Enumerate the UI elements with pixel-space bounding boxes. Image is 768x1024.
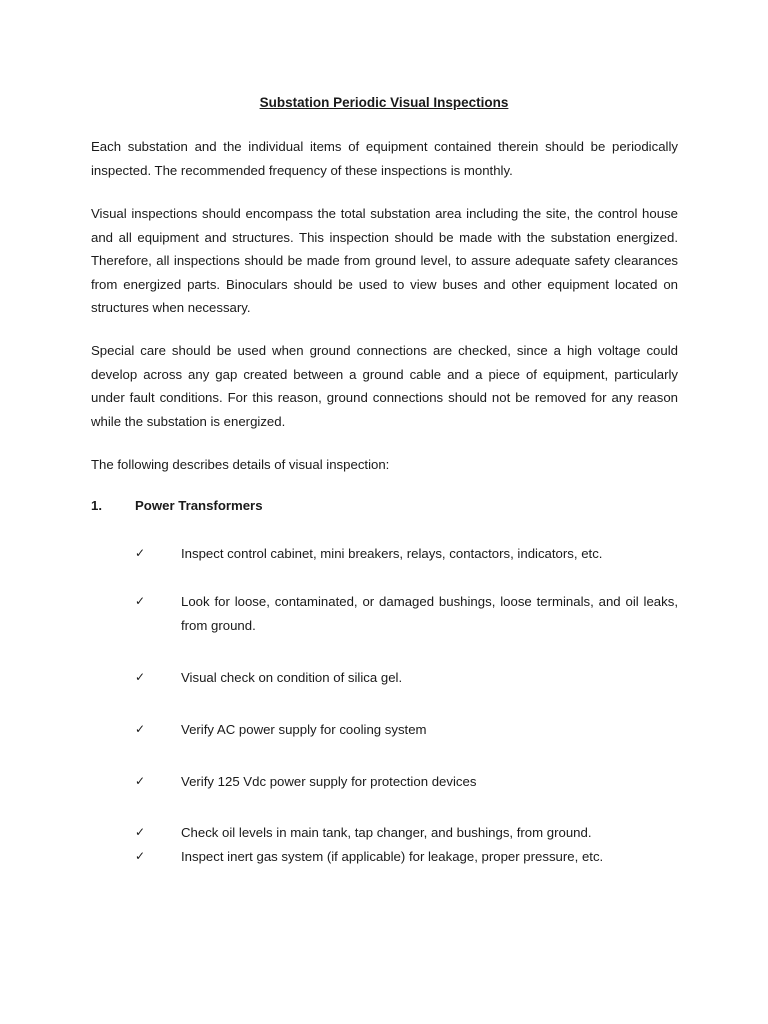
paragraph-frequency: Each substation and the individual items of equipment contained therein should be periodically inspected. The recommended frequency of these inspections is monthly. (91, 139, 678, 178)
paragraph-intro-details: The following describes details of visual inspection: (91, 457, 390, 472)
document-title: Substation Periodic Visual Inspections (259, 95, 509, 110)
check-mark-icon: ✓ (135, 825, 146, 839)
check-mark-icon: ✓ (135, 594, 146, 608)
section-title: Power Transformers (135, 498, 263, 513)
check-mark-icon: ✓ (135, 774, 146, 788)
paragraph-scope: Visual inspections should encompass the total substation area including the site, the control house and all equipment and structures. This inspection should be made with the substation energized. Therefore, all inspections should be made from ground level, to assure adequate safety clearances from energized parts. Binoculars should be used to view buses and other equipment located on structures when necessary. (91, 206, 678, 316)
section-number: 1. (91, 498, 102, 513)
check-mark-icon: ✓ (135, 722, 146, 736)
list-item-text: Visual check on condition of silica gel. (181, 670, 403, 685)
list-item-text: Look for loose, contaminated, or damaged bushings, loose terminals, and oil leaks, from ground. (181, 594, 678, 633)
check-mark-icon: ✓ (135, 849, 146, 863)
paragraph-ground-connections: Special care should be used when ground connections are checked, since a high voltage could develop across any gap created between a ground cable and a piece of equipment, particularly under fault conditions. For this reason, ground connections should not be removed for any reason while the substation is energized. (91, 343, 678, 429)
list-item-text: Inspect control cabinet, mini breakers, relays, contactors, indicators, etc. (181, 546, 603, 561)
check-mark-icon: ✓ (135, 546, 146, 560)
list-item-text: Verify 125 Vdc power supply for protection devices (181, 774, 477, 789)
list-item-text: Verify AC power supply for cooling system (181, 722, 427, 737)
list-item-text: Inspect inert gas system (if applicable) for leakage, proper pressure, etc. (181, 849, 604, 864)
check-mark-icon: ✓ (135, 670, 146, 684)
list-item-text: Check oil levels in main tank, tap changer, and bushings, from ground. (181, 825, 592, 840)
